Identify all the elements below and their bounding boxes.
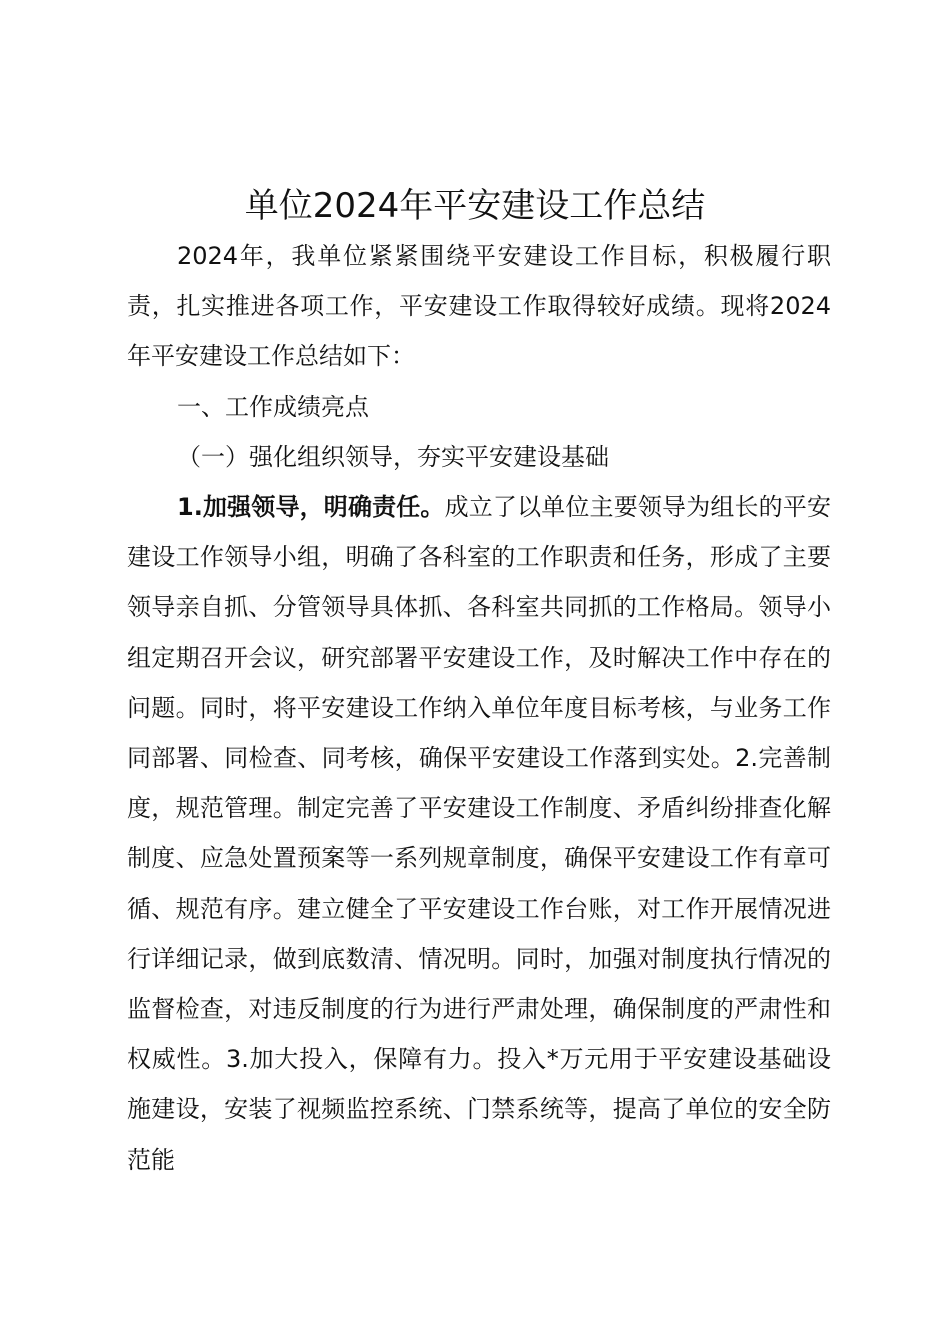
document-body [127, 231, 831, 1185]
document-title: 单位2024年平安建设工作总结 [244, 186, 706, 226]
item-body: 成立了以单位主要领导为组长的平安建设工作领导小组，明确了各科室的工作职责和任务，形成了主要领导亲自抓、分管领导具体抓、各科室共同抓的工作格局。领导小组定期召开会议，研究部署平安建设工作，及时解决工作中存在的问题。同时，将平安建设工作纳入单位年度目标考核，与业务工作同部署、同检查、同考核，确保平安建设工作落到实处。2.完善制度，规范管理。制定完善了平安建设工作制度、矛盾纠纷排查化解制度、应急处置预案等一系列规章制度，确保平安建设工作有章可循、规范有序。建立健全了平安建设工作台账，对工作开展情况进行详细记录，做到底数清、情况明。同时，加强对制度执行情况的监督检查，对违反制度的行为进行严肃处理，确保制度的严肃性和权威性。3.加大投入，保障有力。投入*万元用于平安建设基础设施建设，安装了视频监控系统、门禁系统等，提高了单位的安全防范能 [127, 493, 831, 1174]
subsection-heading: （一）强化组织领导，夯实平安建设基础 [177, 442, 609, 471]
item-lead: 1.加强领导，明确责任。 [177, 493, 445, 522]
item-paragraph [127, 482, 831, 1185]
intro-paragraph: 2024年，我单位紧紧围绕平安建设工作目标，积极履行职责，扎实推进各项工作，平安建设工作取得较好成绩。现将2024年平安建设工作总结如下： [127, 242, 831, 371]
section-heading: 一、工作成绩亮点 [177, 392, 369, 421]
